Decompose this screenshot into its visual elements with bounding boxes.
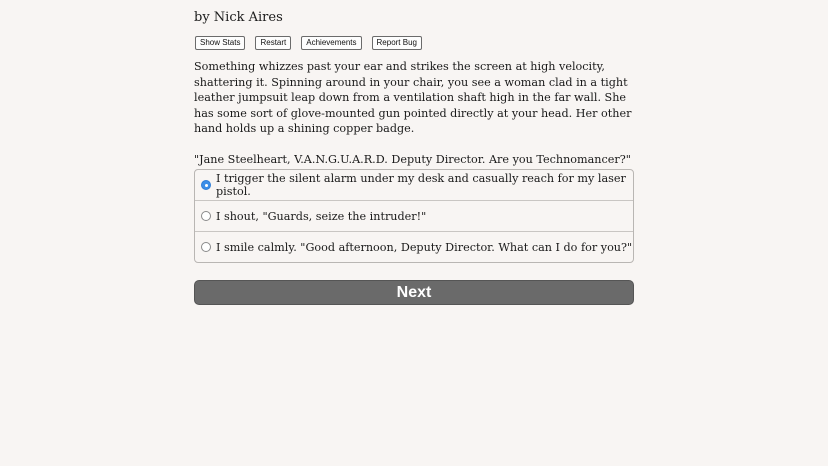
achievements-button[interactable]: Achievements <box>301 36 361 50</box>
story-paragraph: "Jane Steelheart, V.A.N.G.U.A.R.D. Deputy Director. Are you Technomancer?" <box>194 152 631 166</box>
next-button[interactable]: Next <box>194 280 634 305</box>
author-byline: by Nick Aires <box>194 10 283 25</box>
radio-icon[interactable] <box>201 242 211 252</box>
choice-option[interactable] <box>195 170 633 200</box>
radio-selected-icon[interactable] <box>201 180 211 190</box>
report-bug-button[interactable]: Report Bug <box>372 36 422 50</box>
radio-icon[interactable] <box>201 211 211 221</box>
toolbar <box>195 36 422 50</box>
show-stats-button[interactable]: Show Stats <box>195 36 245 50</box>
story-text <box>194 59 634 182</box>
choice-label: I shout, "Guards, seize the intruder!" <box>216 209 427 223</box>
choice-label: I smile calmly. "Good afternoon, Deputy Director. What can I do for you?" <box>216 240 633 254</box>
choice-list <box>194 169 634 263</box>
choice-label: I trigger the silent alarm under my desk and casually reach for my laser pistol. <box>216 172 626 198</box>
story-paragraph: Something whizzes past your ear and strikes the screen at high velocity, shattering it. Spinning around in your chair, you see a woman clad in a tight leather jumpsuit leap down from a ventilation shaft high in the far wall. She has some sort of glove-mounted gun pointed directly at your head. Her other hand holds up a shining copper badge. <box>194 60 632 135</box>
choice-option[interactable] <box>195 231 633 262</box>
restart-button[interactable]: Restart <box>255 36 291 50</box>
choice-option[interactable] <box>195 200 633 231</box>
